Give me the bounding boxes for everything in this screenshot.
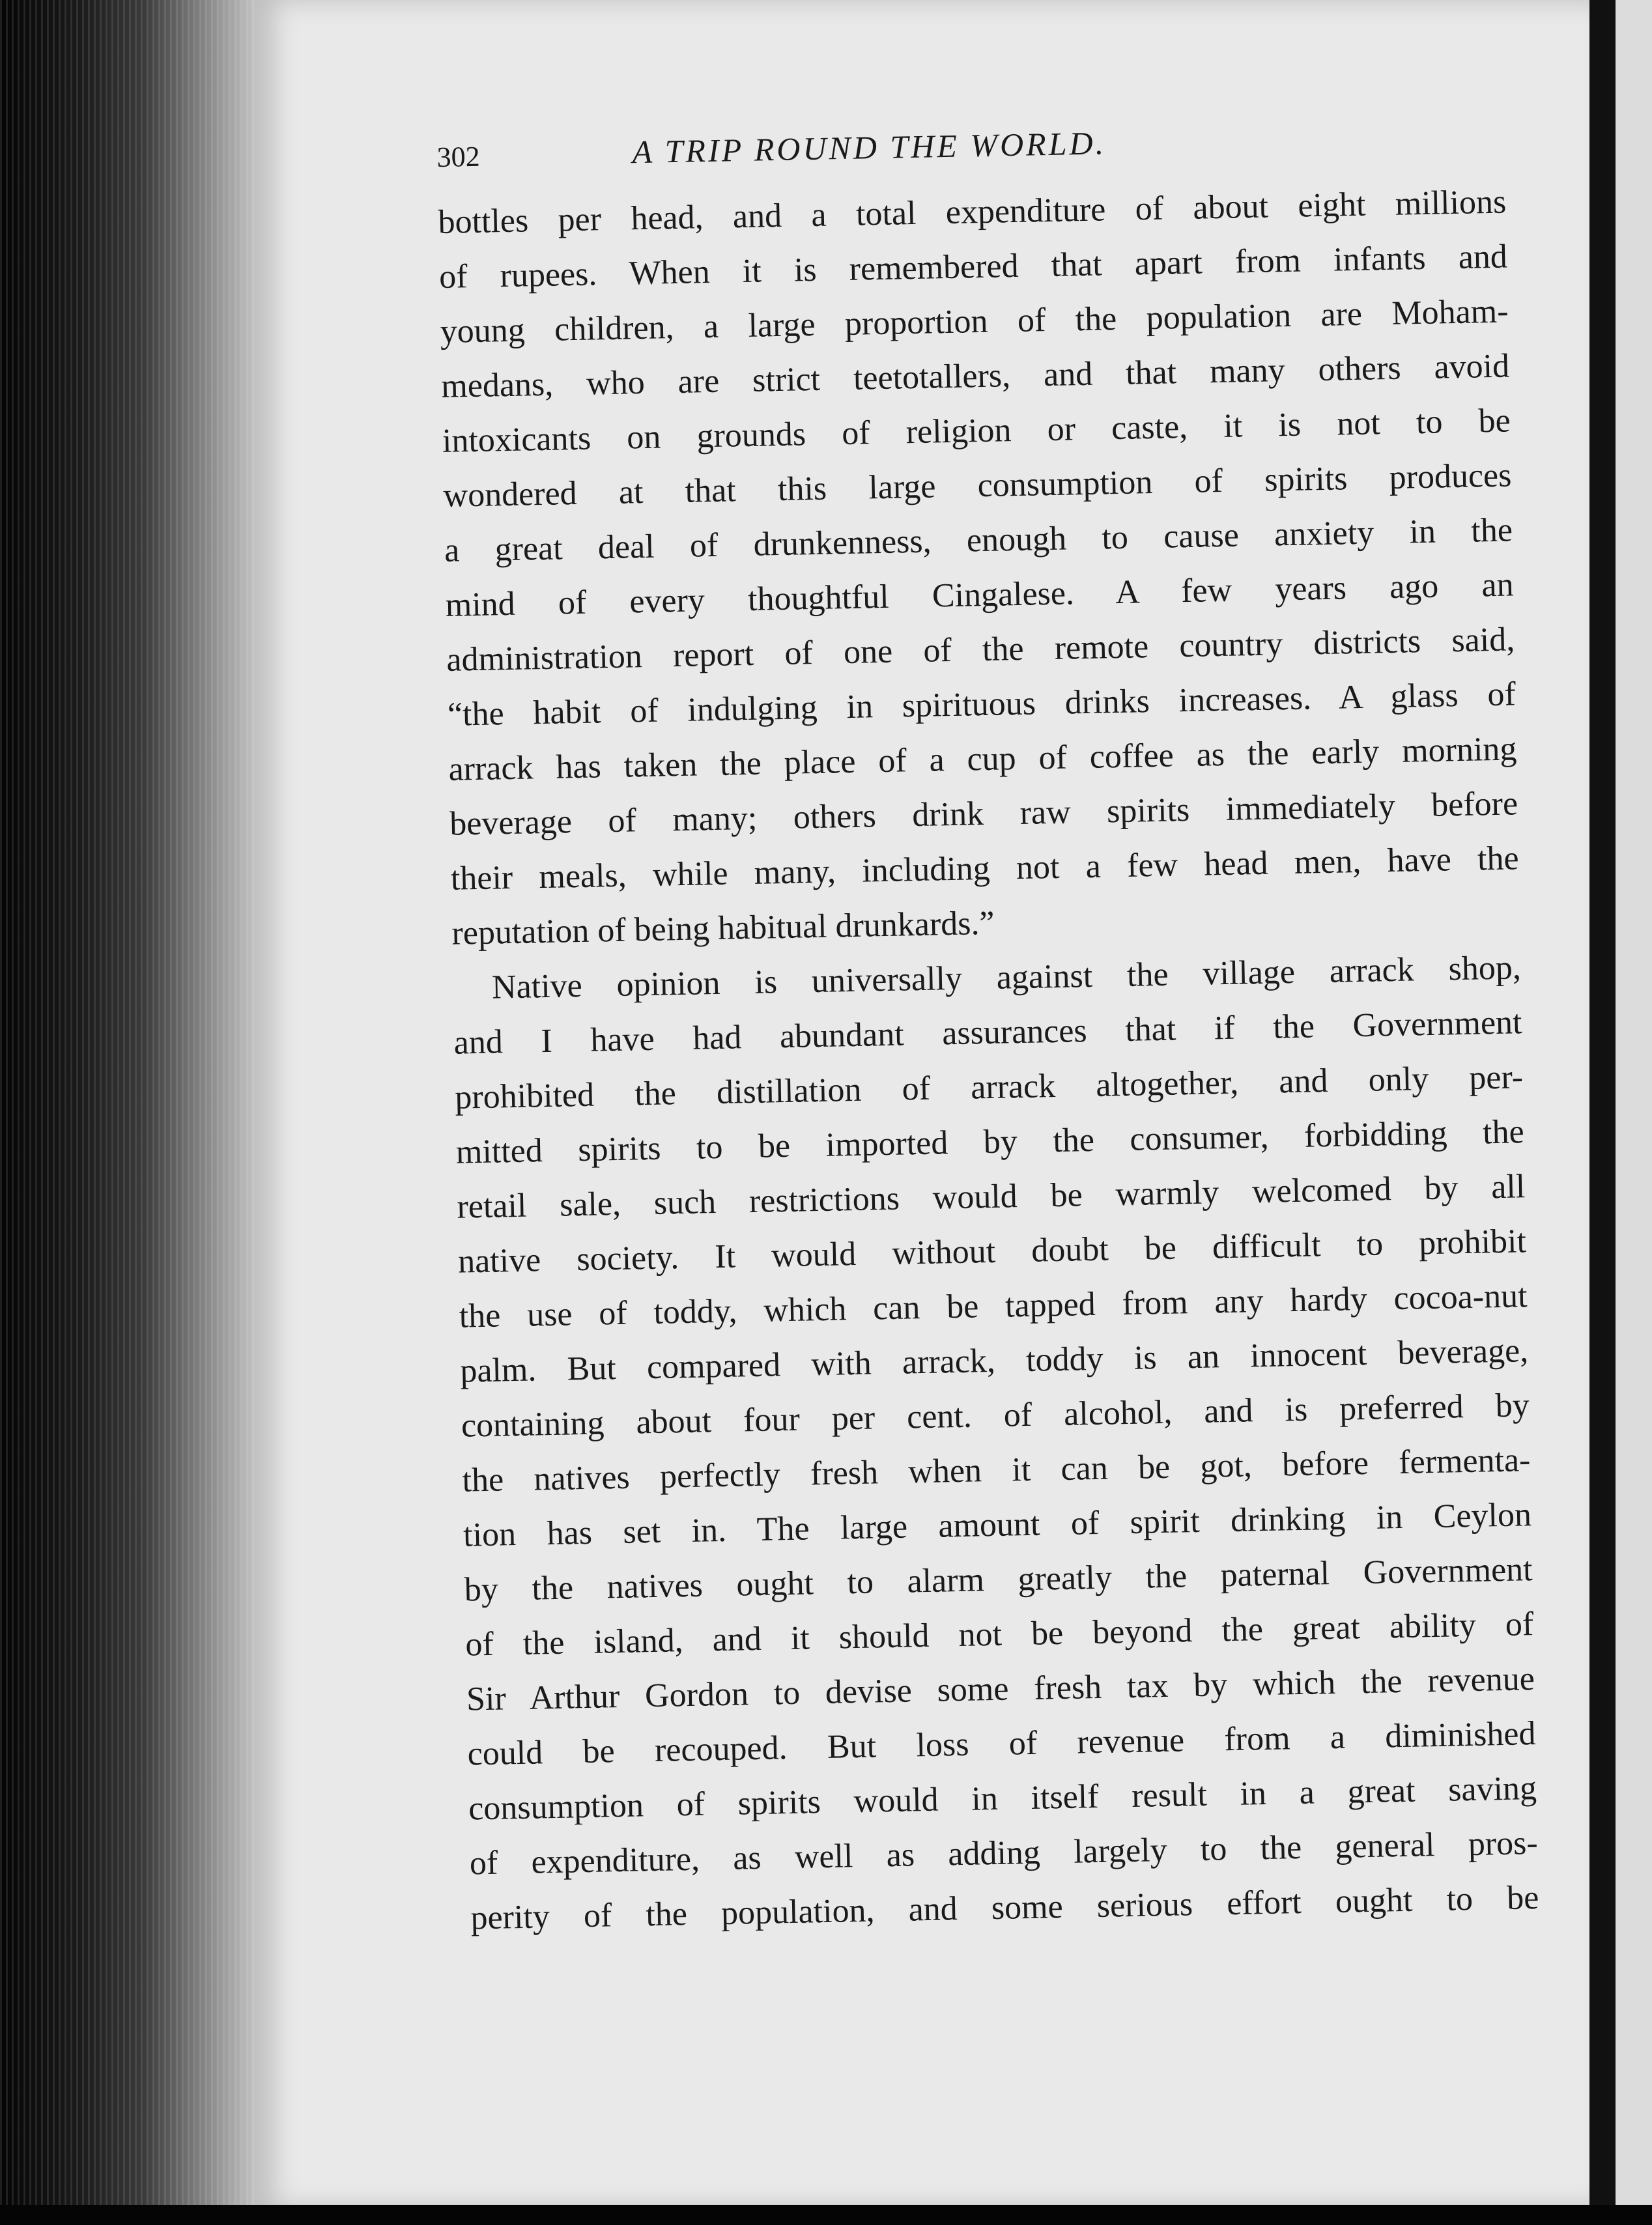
text-line: intoxicants on grounds of religion or caste, it is not to be: [442, 402, 1511, 460]
text-line: the natives perfectly fresh when it can be got, before fermenta-: [462, 1441, 1531, 1499]
text-line: of the island, and it should not be beyond the great ability of: [464, 1606, 1534, 1664]
text-line: wondered at that this large consumption of spirits produces: [443, 457, 1512, 515]
text-line: arrack has taken the place of a cup of coffee as the early morning: [448, 730, 1517, 788]
text-line: tion has set in. The large amount of spirit drinking in Ceylon: [463, 1496, 1532, 1554]
text-line: native society. It would without doubt be difficult to prohibit: [457, 1223, 1527, 1281]
text-line: mitted spirits to be imported by the consumer, forbidding the: [455, 1113, 1525, 1171]
text-line: could be recouped. But loss of revenue from a diminished: [467, 1715, 1536, 1773]
book-page-edges: [0, 0, 261, 2208]
text-line: containing about four per cent. of alcohol, and is preferred by: [461, 1387, 1530, 1445]
text-line: by the natives ought to alarm greatly the paternal Government: [464, 1551, 1533, 1609]
paragraph: [452, 941, 1539, 1946]
text-line: beverage of many; others drink raw spirits immediately before: [449, 785, 1518, 843]
text-line: consumption of spirits would in itself result in a great saving: [468, 1770, 1537, 1828]
scan-border: [0, 2205, 1652, 2225]
page-text: [436, 117, 1539, 1946]
text-line: their meals, while many, including not a few head men, have the: [450, 840, 1520, 898]
text-line: medans, who are strict teetotallers, and that many others avoid: [440, 347, 1510, 405]
text-line: “the habit of indulging in spirituous drinks increases. A glass of: [447, 675, 1517, 733]
text-line: bottles per head, and a total expenditure of about eight millions: [437, 183, 1507, 241]
gutter-shadow: [1589, 0, 1616, 2208]
paragraph: [438, 175, 1520, 961]
text-line: administration report of one of the remote country districts said,: [446, 621, 1515, 679]
page-number: 302: [436, 140, 481, 173]
text-line: and I have had abundant assurances that if the Government: [453, 1004, 1522, 1062]
text-line: prohibited the distillation of arrack altogether, and only per-: [454, 1058, 1524, 1116]
text-line: a great deal of drunkenness, enough to cause anxiety in the: [444, 511, 1513, 569]
text-line: mind of every thoughtful Cingalese. A few years ago an: [445, 566, 1515, 624]
text-line: Native opinion is universally against the village arrack shop,: [491, 949, 1522, 1006]
facing-page-edge: [1616, 0, 1652, 2208]
body-text: [438, 175, 1539, 1946]
text-line: the use of toddy, which can be tapped from any hardy cocoa-nut: [459, 1277, 1528, 1335]
running-title: A TRIP ROUND THE WORLD.: [631, 124, 1107, 171]
text-line: of rupees. When it is remembered that apart from infants and: [438, 238, 1508, 296]
text-line: retail sale, such restrictions would be warmly welcomed by all: [457, 1168, 1526, 1226]
text-line: perity of the population, and some serious effort ought to be: [470, 1879, 1539, 1937]
text-line: Sir Arthur Gordon to devise some fresh tax by which the revenue: [466, 1660, 1535, 1718]
text-line: reputation of being habitual drunkards.”: [451, 904, 995, 952]
text-line: of expenditure, as well as adding largely to the general pros-: [469, 1824, 1539, 1882]
text-line: palm. But compared with arrack, toddy is an innocent beverage,: [459, 1332, 1529, 1390]
text-line: young children, a large proportion of the population are Moham-: [440, 292, 1509, 350]
